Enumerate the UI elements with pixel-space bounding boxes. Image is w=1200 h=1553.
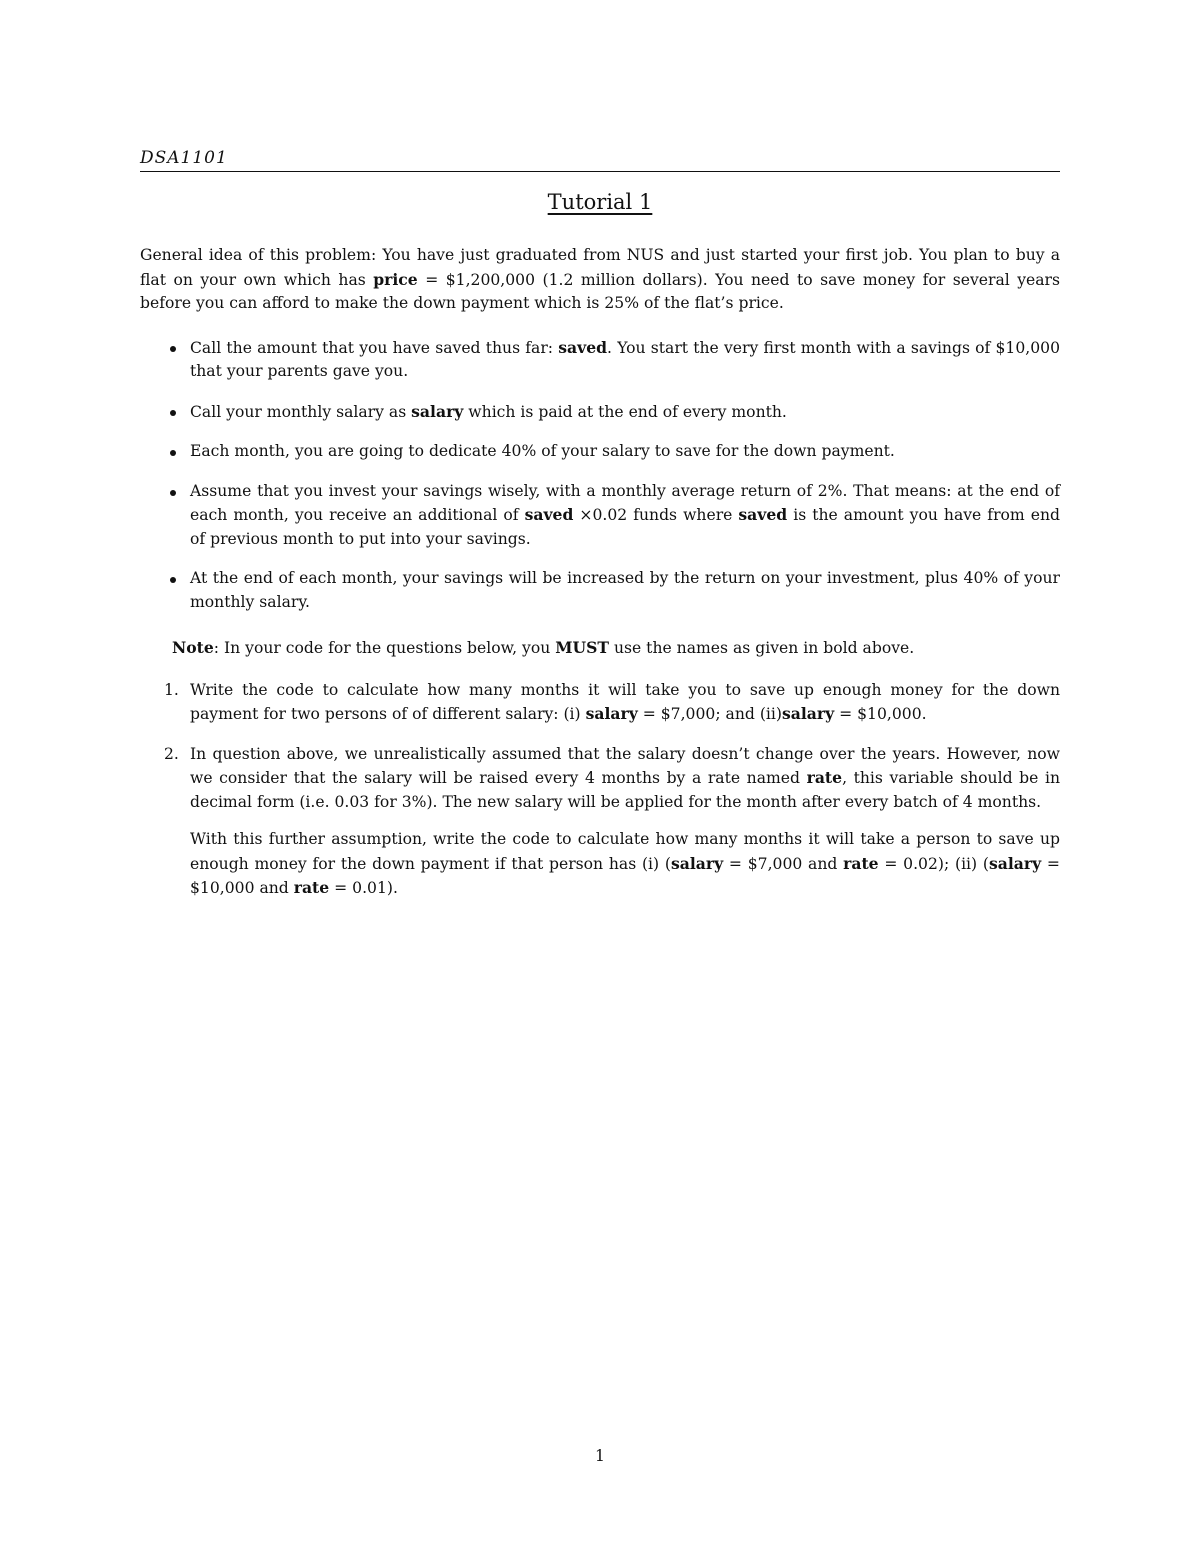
bullet-text: Call your monthly salary as salary which is paid at the end of every month. (190, 401, 787, 421)
question-number: 2. (164, 744, 179, 763)
bullet-icon (170, 577, 176, 583)
page-title (140, 190, 1060, 214)
course-header: DSA1101 (140, 148, 228, 168)
list-item (140, 480, 1060, 552)
note-paragraph: Note: In your code for the questions below, you MUST use the names as given in bold above. (172, 638, 915, 657)
question-text: With this further assumption, write the code to calculate how many months it will take a person to save up enough money for the down payment if that person has (i) (salary = $7,000 and rate = 0.02); (ii) (salary = $10,000 and rate = 0.01). (190, 830, 1060, 897)
question-item (140, 743, 1060, 901)
bullet-icon (170, 450, 176, 456)
bullet-icon (170, 410, 176, 416)
question-text: In question above, we unrealistically assumed that the salary doesn’t change over the years. However, now we consider that the salary will be raised every 4 months by a rate named rate, this variable should be in decimal form (i.e. 0.03 for 3%). The new salary will be applied for the month after every batch of 4 months. (190, 744, 1060, 811)
bullet-icon (170, 490, 176, 496)
header-rule (140, 171, 1060, 172)
list-item (140, 567, 1060, 614)
tutorial-content (140, 244, 1060, 917)
bullet-text: At the end of each month, your savings will be increased by the return on your investment, plus 40% of your monthly salary. (190, 569, 1060, 611)
bullet-text: Each month, you are going to dedicate 40% of your salary to save for the down payment. (190, 442, 895, 460)
page-number: 1 (595, 1447, 605, 1465)
assumption-list (140, 336, 1060, 615)
intro-paragraph: General idea of this problem: You have just graduated from NUS and just started your first job. You plan to buy a flat on your own which has price = $1,200,000 (1.2 million dollars). You need to save money for several years before you can afford to make the down payment which is 25% of the flat’s price. (140, 246, 1060, 312)
question-list (140, 679, 1060, 901)
list-item (140, 336, 1060, 384)
bullet-text: Assume that you invest your savings wisely, with a monthly average return of 2%. That means: at the end of each month, you receive an additional of saved ×0.02 funds where saved is the amount you have from end of previous month to put into your savings. (190, 481, 1060, 548)
bullet-text: Call the amount that you have saved thus far: saved. You start the very first month with a savings of $10,000 that your parents gave you. (190, 337, 1060, 380)
bullet-icon (170, 346, 176, 352)
page-title-text: Tutorial 1 (547, 190, 653, 214)
question-text: Write the code to calculate how many months it will take you to save up enough money for the down payment for two persons of of different salary: (i) salary = $7,000; and (ii)salary = $10,000. (190, 680, 1060, 723)
question-item (140, 679, 1060, 727)
question-number: 1. (164, 680, 179, 699)
list-item (140, 440, 1060, 464)
list-item (140, 400, 1060, 425)
